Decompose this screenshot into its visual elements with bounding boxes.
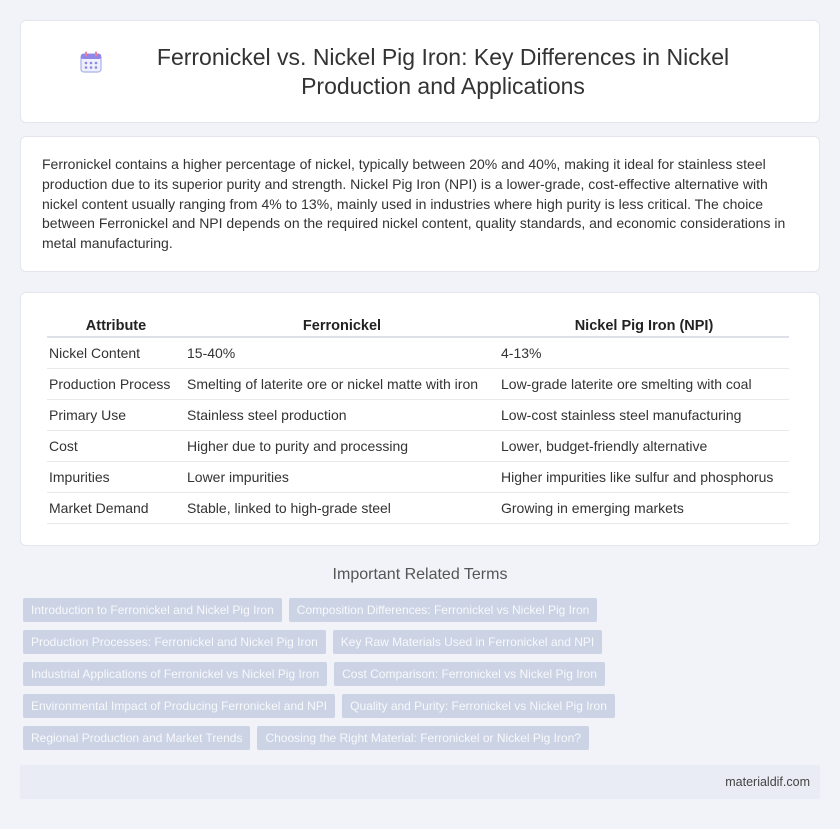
column-header: Ferronickel (185, 317, 499, 337)
table-row (47, 430, 789, 461)
related-term-link[interactable]: Environmental Impact of Producing Ferronickel and NPI (23, 694, 335, 718)
related-term-link[interactable]: Introduction to Ferronickel and Nickel Pig Iron (23, 598, 282, 622)
related-terms-title: Important Related Terms (332, 566, 508, 583)
table-cell: 4-13% (499, 337, 789, 368)
table-cell: Higher impurities like sulfur and phosphorus (499, 461, 789, 492)
table-row (47, 492, 789, 523)
related-term-link[interactable]: Cost Comparison: Ferronickel vs Nickel Pig Iron (334, 662, 605, 686)
table-cell: Higher due to purity and processing (185, 430, 499, 461)
tag-row (23, 694, 623, 718)
table-cell: Production Process (47, 368, 185, 399)
related-term-link[interactable]: Regional Production and Market Trends (23, 726, 250, 750)
related-term-link[interactable]: Choosing the Right Material: Ferronickel or Nickel Pig Iron? (257, 726, 588, 750)
tag-row (23, 726, 623, 750)
table-row (47, 461, 789, 492)
related-term-link[interactable]: Key Raw Materials Used in Ferronickel and NPI (333, 630, 602, 654)
table-cell: Low-cost stainless steel manufacturing (499, 399, 789, 430)
table-row (47, 399, 789, 430)
column-header: Attribute (47, 317, 185, 337)
table-cell: Stainless steel production (185, 399, 499, 430)
table-cell: Impurities (47, 461, 185, 492)
page-title: Ferronickel vs. Nickel Pig Iron: Key Differences in Nickel Production and Applications (156, 43, 730, 99)
column-header: Nickel Pig Iron (NPI) (499, 317, 789, 337)
table-cell: Growing in emerging markets (499, 492, 789, 523)
related-terms-list (23, 598, 623, 758)
header-card (20, 20, 820, 123)
related-term-link[interactable]: Industrial Applications of Ferronickel vs Nickel Pig Iron (23, 662, 327, 686)
comparison-card (20, 292, 820, 546)
tag-row (23, 598, 623, 622)
table-cell: Low-grade laterite ore smelting with coal (499, 368, 789, 399)
tag-row (23, 662, 623, 686)
table-cell: Lower impurities (185, 461, 499, 492)
related-term-link[interactable]: Production Processes: Ferronickel and Nickel Pig Iron (23, 630, 326, 654)
related-term-link[interactable]: Composition Differences: Ferronickel vs Nickel Pig Iron (289, 598, 598, 622)
intro-card (20, 136, 820, 272)
header-inner (80, 43, 760, 101)
intro-text: Ferronickel contains a higher percentage of nickel, typically between 20% and 40%, making it ideal for stainless steel production due to its superior purity and strength. Nickel Pig Iron (NPI) is a lower-grade, cost-effective alternative with nickel content usually ranging from 4% to 13%, mainly used in industries where high purity is less critical. The choice between Ferronickel and NPI depends on the required nickel content, quality standards, and economic considerations in metal manufacturing. (42, 156, 786, 252)
footer-site-link[interactable]: materialdif.com (725, 775, 810, 789)
tag-row (23, 630, 623, 654)
table-cell: Cost (47, 430, 185, 461)
footer (20, 765, 820, 799)
table-header-row (47, 317, 789, 337)
table-cell: Nickel Content (47, 337, 185, 368)
calendar-icon (80, 51, 102, 73)
table-cell: Stable, linked to high-grade steel (185, 492, 499, 523)
table-cell: Smelting of laterite ore or nickel matte with iron (185, 368, 499, 399)
table-cell: Market Demand (47, 492, 185, 523)
related-term-link[interactable]: Quality and Purity: Ferronickel vs Nickel Pig Iron (342, 694, 615, 718)
table-cell: Primary Use (47, 399, 185, 430)
table-row (47, 368, 789, 399)
table-cell: 15-40% (185, 337, 499, 368)
table-cell: Lower, budget-friendly alternative (499, 430, 789, 461)
table-row (47, 337, 789, 368)
comparison-table (47, 317, 789, 524)
